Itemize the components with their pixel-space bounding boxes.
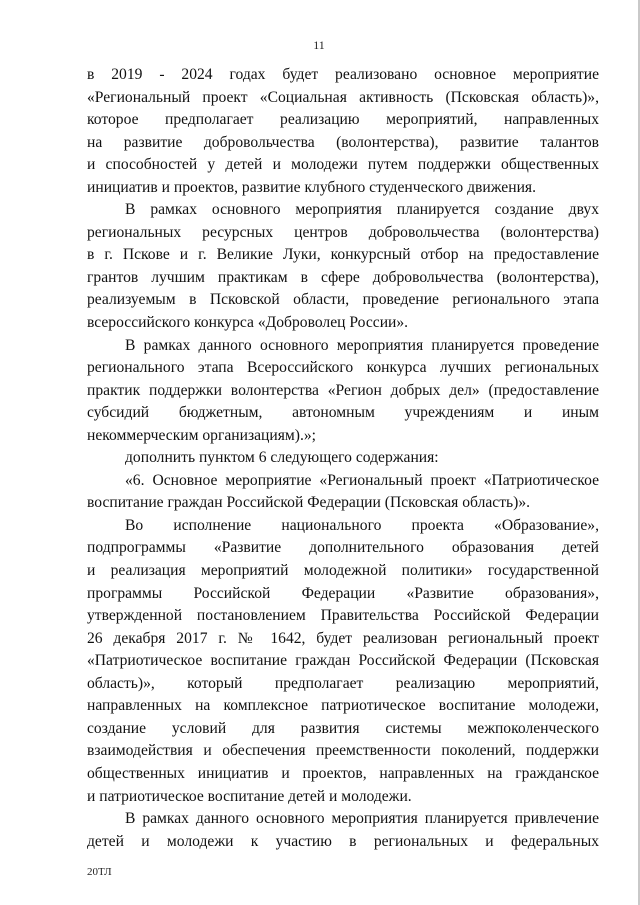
paragraph	[87, 64, 599, 199]
paragraph	[87, 447, 599, 470]
text-line: взаимодействия и обеспечения преемственности поколений, поддержки	[87, 742, 599, 760]
text-line: грантов лучшим практикам в сфере добровольчества (волонтерства),	[87, 268, 599, 286]
text-line: создание условий для развития системы межпоколенческого	[87, 719, 599, 737]
text-line: региональных ресурсных центров добровольчества (волонтерства)	[87, 223, 599, 241]
text-line: детей и молодежи к участию в региональных и федеральных	[87, 832, 599, 850]
text-line: практик поддержки волонтерства «Регион добрых дел» (предоставление	[87, 381, 599, 399]
text-line: дополнить пунктом 6 следующего содержания:	[125, 449, 439, 467]
text-line: воспитание граждан Российской Федерации (Псковская область)».	[87, 494, 531, 512]
paragraph	[87, 808, 599, 853]
text-line: на развитие добровольчества (волонтерства), развитие талантов	[87, 133, 599, 151]
text-line: «6. Основное мероприятие «Региональный проект «Патриотическое	[125, 471, 599, 489]
text-line: в 2019 - 2024 годах будет реализовано основное мероприятие	[87, 66, 599, 83]
text-line: направленных на комплексное патриотическое воспитание молодежи,	[87, 697, 599, 715]
text-line: Во исполнение национального проекта «Образование»,	[125, 516, 599, 534]
page-number: 11	[313, 38, 325, 52]
text-line: область)», который предполагает реализацию мероприятий,	[87, 674, 599, 692]
text-line: и реализация мероприятий молодежной политики» государственной	[87, 562, 599, 580]
paragraph	[87, 515, 599, 808]
paragraph	[87, 335, 599, 448]
text-line: 26 декабря 2017 г. № 1642, будет реализован региональный проект	[87, 629, 599, 647]
footer-code: 20ТЛ	[87, 866, 112, 878]
text-line: инициатив и проектов, развитие клубного студенческого движения.	[87, 178, 536, 196]
text-line: программы Российской Федерации «Развитие образования»,	[87, 584, 599, 602]
text-line: и способностей у детей и молодежи путем поддержки общественных	[87, 156, 599, 174]
text-line: и патриотическое воспитание детей и молодежи.	[87, 787, 412, 805]
text-line: регионального этапа Всероссийского конкурса лучших региональных	[87, 359, 599, 377]
text-line: некоммерческим организациям).»;	[87, 426, 317, 444]
text-line: реализуемым в Псковской области, проведение регионального этапа	[87, 291, 599, 309]
text-line: «Региональный проект «Социальная активность (Псковская область)»,	[87, 88, 599, 106]
text-line: подпрограммы «Развитие дополнительного образования детей	[87, 539, 599, 557]
text-line: «Патриотическое воспитание граждан Российской Федерации (Псковская	[87, 652, 599, 670]
text-line: в г. Пскове и г. Великие Луки, конкурсный отбор на предоставление	[87, 246, 599, 264]
text-line: общественных инициатив и проектов, направленных на гражданское	[87, 764, 599, 782]
text-line: субсидий бюджетным, автономным учреждениям и иным	[87, 404, 599, 422]
text-line: В рамках данного основного мероприятия планируется проведение	[125, 336, 599, 354]
text-line: всероссийского конкурса «Доброволец России».	[87, 314, 409, 332]
paragraph	[87, 470, 599, 515]
paragraph	[87, 199, 599, 334]
text-line: В рамках данного основного мероприятия планируется привлечение	[125, 810, 599, 828]
text-line: В рамках основного мероприятия планируется создание двух	[125, 201, 599, 219]
text-line: которое предполагает реализацию мероприятий, направленных	[87, 111, 599, 129]
text-line: утвержденной постановлением Правительства Российской Федерации	[87, 607, 599, 625]
document-body	[87, 64, 599, 853]
